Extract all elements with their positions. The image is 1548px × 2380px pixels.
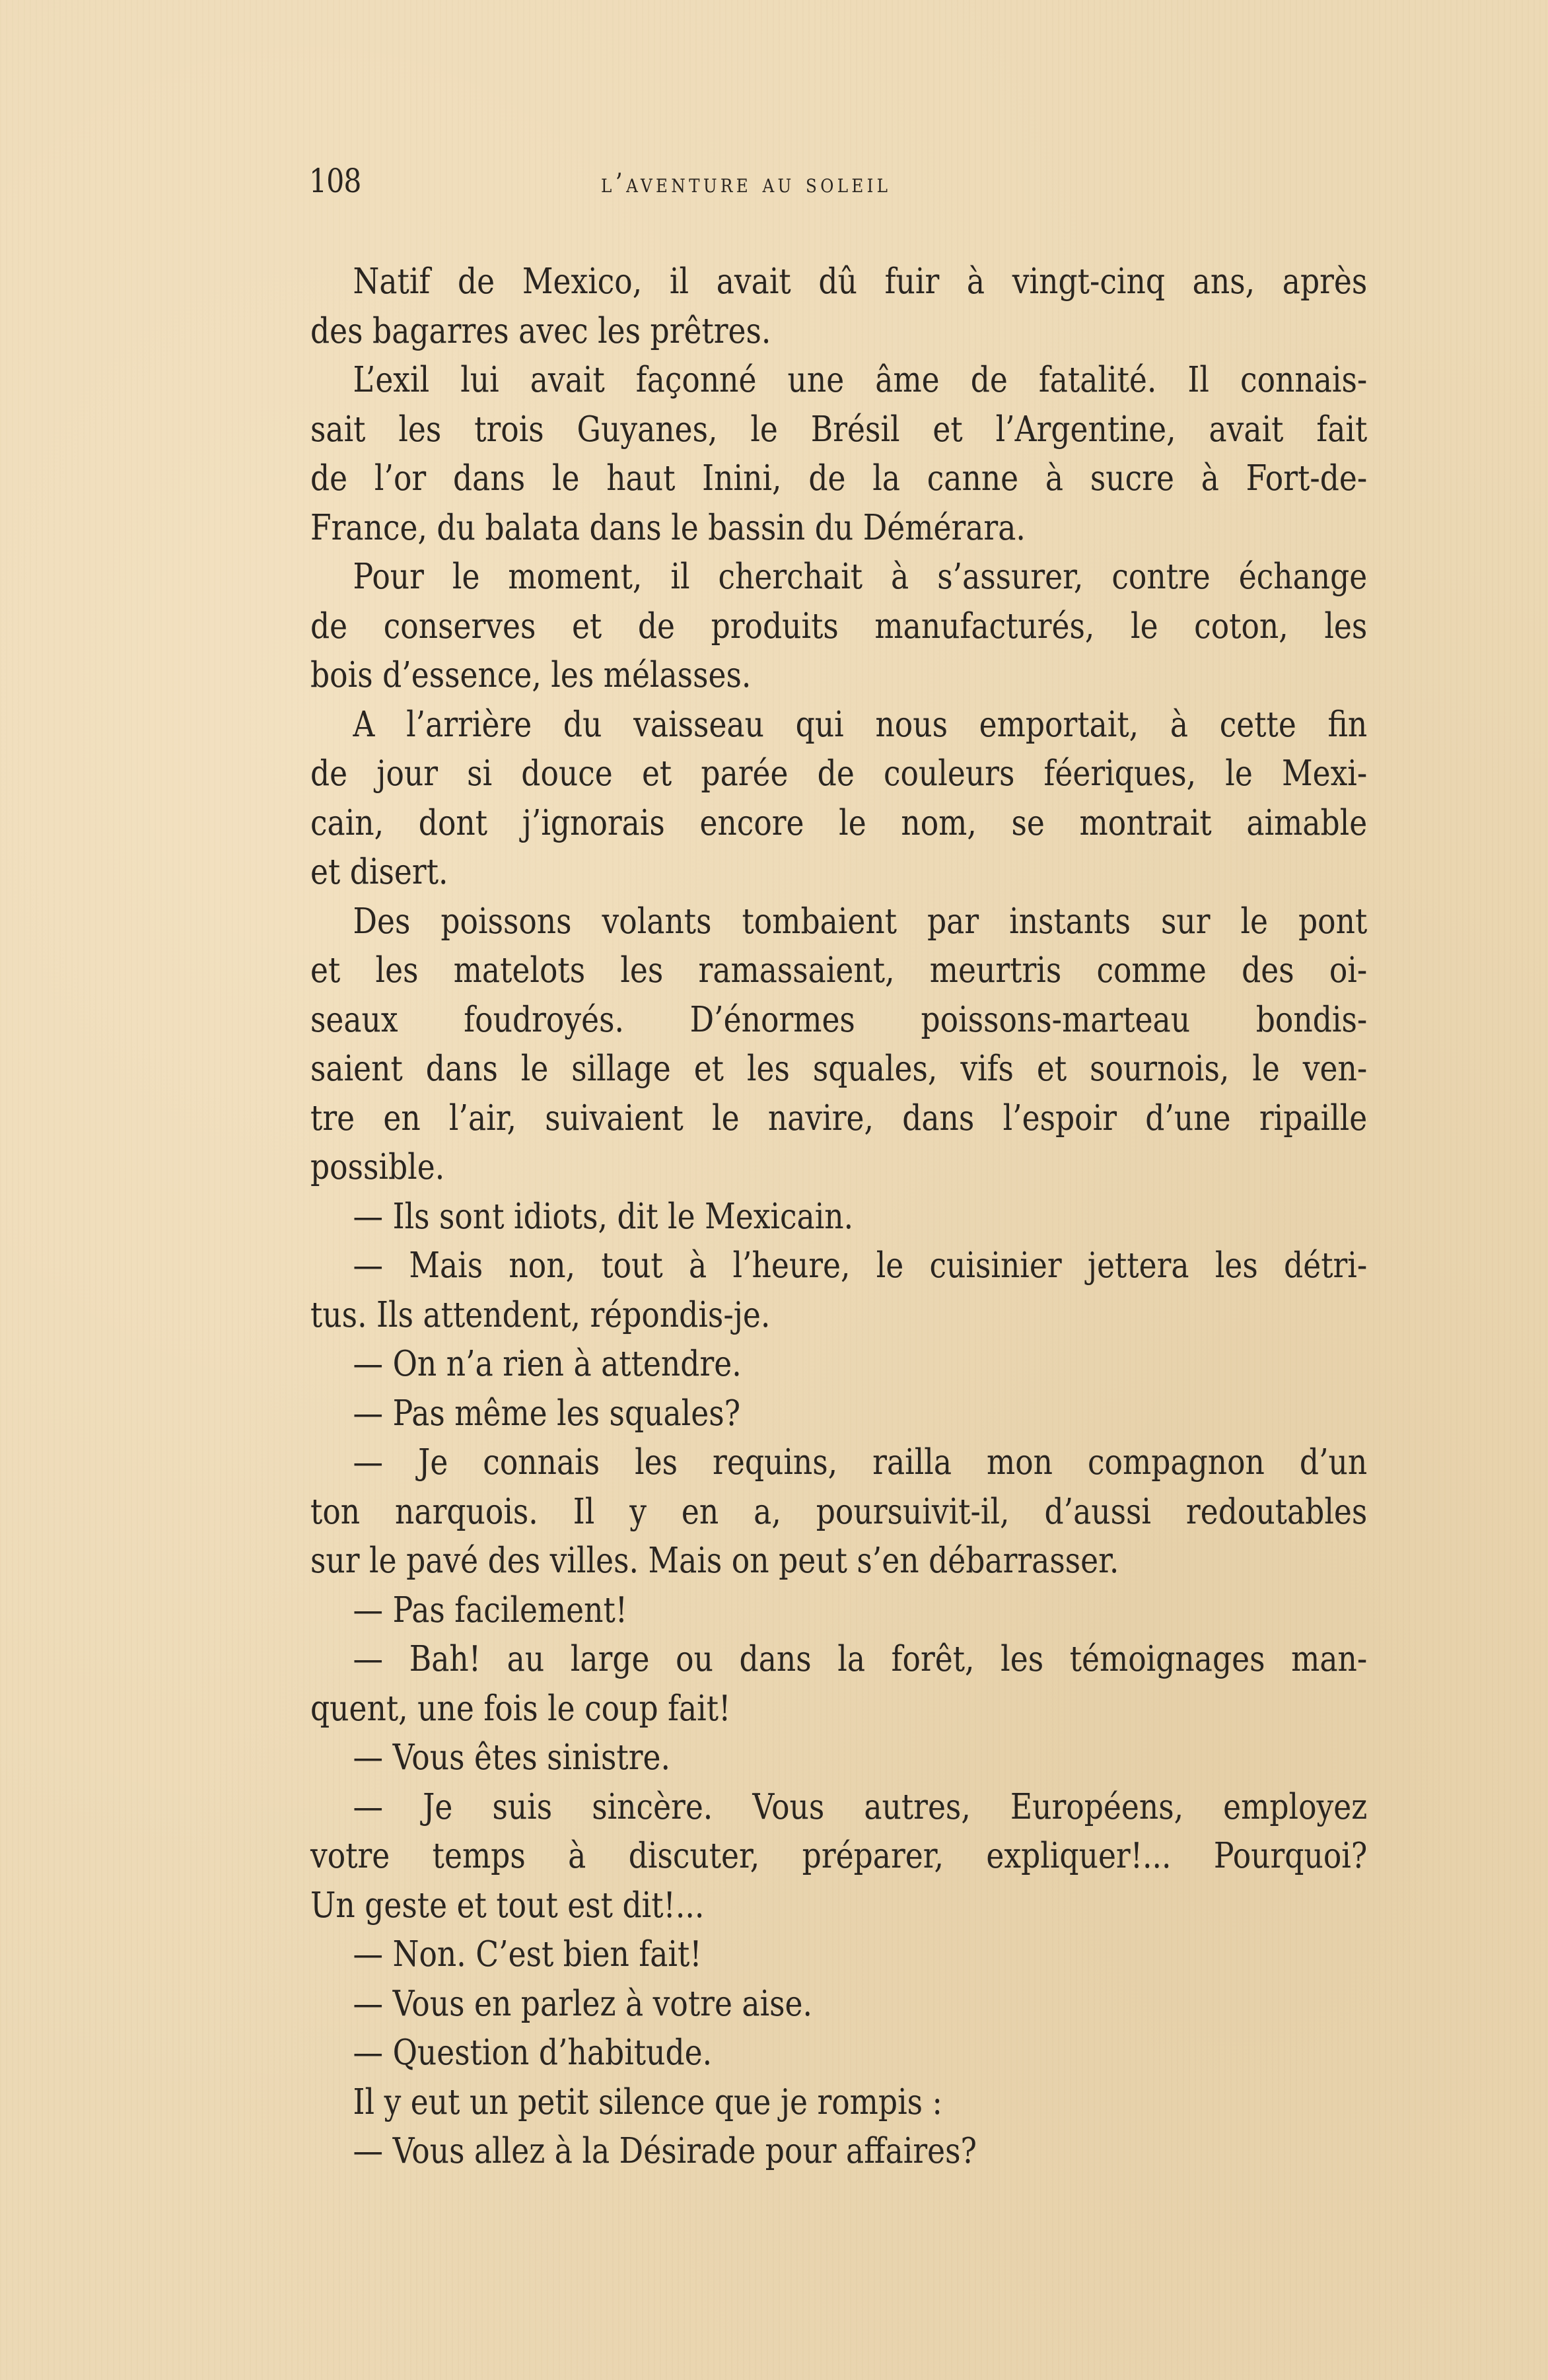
- text-line-content: Des poissons volants tombaient par instants sur le pont: [353, 901, 1368, 942]
- text-line-content: — Bah! au large ou dans la forêt, les témoignages man-: [353, 1639, 1368, 1679]
- text-line: [310, 1537, 1367, 1586]
- text-line-content: — On n’a rien à attendre.: [353, 1344, 742, 1384]
- text-line: [310, 1291, 1367, 1341]
- text-line: [310, 2029, 1367, 2078]
- text-line-content: Il y eut un petit silence que je rompis :: [353, 2082, 942, 2122]
- text-line: [310, 946, 1367, 996]
- text-line: [310, 1930, 1367, 1980]
- running-title: l’aventure au soleil: [601, 168, 892, 199]
- text-line-content: de jour si douce et parée de couleurs féeriques, le Mexi-: [310, 753, 1368, 794]
- text-line-content: — Vous allez à la Désirade pour affaires?: [353, 2131, 977, 2171]
- text-line-content: sur le pavé des villes. Mais on peut s’en débarrasser.: [310, 1541, 1119, 1581]
- text-line-content: — Vous en parlez à votre aise.: [353, 1983, 813, 2024]
- text-line: [310, 799, 1367, 849]
- text-line-content: — Pas même les squales?: [353, 1393, 741, 1434]
- text-line-content: — Question d’habitude.: [353, 2033, 713, 2073]
- text-line-content: cain, dont j’ignorais encore le nom, se montrait aimable: [310, 802, 1368, 843]
- text-line: [310, 1733, 1367, 1783]
- text-line-content: Un geste et tout est dit!...: [310, 1885, 705, 1926]
- text-line-content: — Je suis sincère. Vous autres, Européens, employez: [353, 1786, 1368, 1827]
- text-line-content: des bagarres avec les prêtres.: [310, 310, 771, 351]
- text-line-content: possible.: [310, 1147, 445, 1187]
- text-line: [310, 1242, 1367, 1291]
- text-line: [310, 405, 1367, 455]
- text-line: [310, 504, 1367, 553]
- text-line-content: — Ils sont idiots, dit le Mexicain.: [353, 1196, 854, 1237]
- text-line-content: bois d’essence, les mélasses.: [310, 655, 752, 695]
- text-line: [310, 1832, 1367, 1881]
- text-line-content: de l’or dans le haut Inini, de la canne à sucre à Fort-de-: [310, 458, 1368, 499]
- running-head: [309, 162, 1379, 208]
- text-line-content: tus. Ils attendent, répondis-je.: [310, 1294, 771, 1335]
- text-line-content: Natif de Mexico, il avait dû fuir à vingt-cinq ans, après: [353, 262, 1368, 302]
- text-line: [310, 1389, 1367, 1439]
- text-line-content: sait les trois Guyanes, le Brésil et l’Argentine, avait fait: [310, 409, 1368, 450]
- page-number: 108: [309, 162, 361, 200]
- text-line: [310, 848, 1367, 897]
- text-line-content: — Pas facilement!: [353, 1590, 628, 1630]
- text-line-content: et les matelots les ramassaient, meurtris comme des oi-: [310, 950, 1368, 991]
- text-line-content: — Mais non, tout à l’heure, le cuisinier jettera les détri-: [353, 1245, 1368, 1286]
- text-line-content: — Non. C’est bien fait!: [353, 1934, 702, 1975]
- text-line: [310, 454, 1367, 504]
- text-line-content: A l’arrière du vaisseau qui nous emportait, à cette fin: [353, 704, 1368, 745]
- text-line: [310, 1340, 1367, 1389]
- text-line: [310, 553, 1367, 602]
- text-line: [310, 307, 1367, 357]
- text-line: [310, 1143, 1367, 1193]
- text-line: [310, 897, 1367, 947]
- text-line: [310, 651, 1367, 701]
- text-line-content: de conserves et de produits manufacturés, le coton, les: [310, 606, 1368, 647]
- body-text: [310, 258, 1367, 2177]
- text-line: [310, 1488, 1367, 1537]
- text-line: [310, 1438, 1367, 1488]
- text-line-content: Pour le moment, il cherchait à s’assurer, contre échange: [353, 557, 1368, 597]
- text-line-content: France, du balata dans le bassin du Démérara.: [310, 507, 1026, 548]
- text-line: [310, 1685, 1367, 1734]
- text-line-content: votre temps à discuter, préparer, expliquer!... Pourquoi?: [310, 1836, 1368, 1876]
- text-line: [310, 258, 1367, 307]
- text-line: [310, 356, 1367, 405]
- text-line-content: — Vous êtes sinistre.: [353, 1737, 670, 1778]
- text-line: [310, 701, 1367, 750]
- text-line: [310, 2078, 1367, 2128]
- text-line: [310, 1094, 1367, 1144]
- text-line-content: L’exil lui avait façonné une âme de fatalité. Il connais-: [353, 360, 1368, 400]
- text-line-content: et disert.: [310, 852, 448, 892]
- text-line: [310, 1193, 1367, 1242]
- text-line-content: quent, une fois le coup fait!: [310, 1688, 731, 1729]
- text-line: [310, 750, 1367, 799]
- text-line-content: seaux foudroyés. D’énormes poissons-marteau bondis-: [310, 999, 1368, 1040]
- text-line: [310, 1783, 1367, 1833]
- text-line: [310, 1980, 1367, 2029]
- text-line: [310, 1881, 1367, 1931]
- text-line: [310, 1635, 1367, 1685]
- text-line-content: ton narquois. Il y en a, poursuivit-il, d’aussi redoutables: [310, 1491, 1368, 1532]
- text-line: [310, 2127, 1367, 2177]
- text-line-content: saient dans le sillage et les squales, vifs et sournois, le ven-: [310, 1049, 1368, 1089]
- text-line-content: — Je connais les requins, railla mon compagnon d’un: [353, 1442, 1368, 1483]
- text-line: [310, 1045, 1367, 1094]
- text-line: [310, 1586, 1367, 1636]
- text-line: [310, 996, 1367, 1045]
- text-line: [310, 602, 1367, 652]
- text-line-content: tre en l’air, suivaient le navire, dans l’espoir d’une ripaille: [310, 1098, 1368, 1138]
